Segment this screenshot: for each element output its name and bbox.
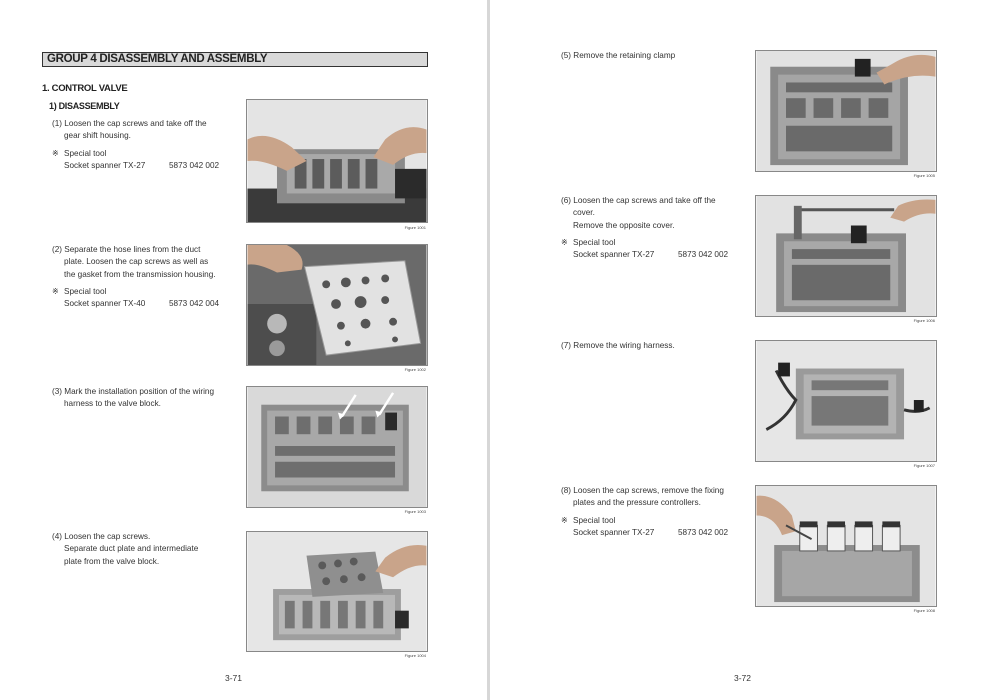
- left-page: [0, 0, 487, 700]
- step-4: [52, 531, 234, 568]
- figure-1007: [755, 340, 937, 462]
- tool-name: Socket spanner TX-27: [573, 250, 655, 260]
- figure-caption: Figure 1001: [404, 225, 426, 230]
- photo-valve-block-wiring: [247, 387, 427, 507]
- figure-1006: [755, 195, 937, 317]
- figure-1001: [246, 99, 428, 223]
- step-text-line: (7) Remove the wiring harness.: [561, 341, 675, 350]
- step-text-line: plates and the pressure controllers.: [573, 498, 701, 508]
- note-mark-icon: ※: [52, 286, 59, 296]
- group-header: GROUP 4 DISASSEMBLY AND ASSEMBLY: [42, 52, 428, 67]
- step-8: [561, 485, 743, 539]
- note-mark-icon: ※: [561, 237, 568, 247]
- note-label: Special tool: [64, 148, 107, 158]
- right-page: [490, 0, 992, 700]
- special-tool-note: [561, 515, 743, 527]
- tool-name: Socket spanner TX-40: [64, 299, 146, 309]
- tool-name: Socket spanner TX-27: [64, 160, 146, 170]
- step-text-line: harness to the valve block.: [64, 399, 161, 409]
- special-tool-note: [561, 237, 743, 249]
- figure-1005: [755, 50, 937, 172]
- figure-1004: [246, 531, 428, 652]
- photo-gear-shift-housing: [247, 100, 427, 222]
- note-label: Special tool: [64, 286, 107, 296]
- step-text-line: (4) Loosen the cap screws.: [52, 532, 151, 541]
- page-number: 3-71: [225, 673, 243, 683]
- photo-pressure-controllers: [756, 486, 936, 606]
- figure-1008: [755, 485, 937, 607]
- step-text-line: gear shift housing.: [64, 131, 131, 141]
- tool-number: 5873 042 002: [169, 160, 220, 170]
- step-text-line: plate from the valve block.: [64, 556, 160, 566]
- sub-title: 1) DISASSEMBLY: [49, 101, 120, 111]
- tool-row: [52, 160, 232, 172]
- tool-number: 5873 042 002: [678, 527, 729, 537]
- photo-duct-plate: [247, 245, 427, 365]
- section-title: 1. CONTROL VALVE: [42, 83, 128, 94]
- step-2: [52, 244, 232, 310]
- step-5: [561, 50, 741, 62]
- note-label: Special tool: [573, 237, 616, 247]
- step-3: [52, 386, 234, 411]
- tool-number: 5873 042 004: [169, 299, 220, 309]
- page-number: 3-72: [734, 673, 752, 683]
- step-6: [561, 195, 743, 261]
- photo-separate-duct-plate: [247, 532, 427, 651]
- step-text-line: Remove the opposite cover.: [573, 220, 675, 230]
- tool-number: 5873 042 002: [678, 250, 729, 260]
- step-text-line: (2) Separate the hose lines from the duct: [52, 245, 201, 254]
- figure-caption: Figure 1008: [913, 608, 935, 613]
- photo-retaining-clamp: [756, 51, 936, 171]
- step-text-line: plate. Loosen the cap screws as well as: [64, 257, 209, 267]
- figure-caption: Figure 1006: [913, 318, 935, 323]
- step-7: [561, 340, 741, 352]
- figure-caption: Figure 1002: [404, 367, 426, 372]
- figure-caption: Figure 1003: [404, 509, 426, 514]
- tool-row: [561, 527, 743, 539]
- figure-caption: Figure 1005: [913, 173, 935, 178]
- special-tool-note: [52, 148, 232, 160]
- figure-1003: [246, 386, 428, 508]
- photo-wiring-harness: [756, 341, 936, 461]
- note-label: Special tool: [573, 515, 616, 525]
- tool-name: Socket spanner TX-27: [573, 527, 655, 537]
- step-1: [52, 118, 232, 172]
- step-text-line: (6) Loosen the cap screws and take off the: [561, 196, 716, 205]
- step-text-line: (3) Mark the installation position of the wiring: [52, 387, 215, 396]
- figure-1002: [246, 244, 428, 366]
- step-text-line: (1) Loosen the cap screws and take off the: [52, 119, 207, 128]
- photo-remove-cover: [756, 196, 936, 316]
- note-mark-icon: ※: [52, 148, 59, 158]
- step-text-line: (5) Remove the retaining clamp: [561, 51, 676, 60]
- step-text-line: the gasket from the transmission housing.: [64, 269, 216, 279]
- special-tool-note: [52, 286, 232, 298]
- step-text-line: cover.: [573, 208, 595, 218]
- step-text-line: (8) Loosen the cap screws, remove the fixing: [561, 486, 724, 495]
- note-mark-icon: ※: [561, 515, 568, 525]
- tool-row: [561, 249, 743, 261]
- step-text-line: Separate duct plate and intermediate: [64, 544, 199, 554]
- figure-caption: Figure 1007: [913, 463, 935, 468]
- tool-row: [52, 298, 232, 310]
- figure-caption: Figure 1004: [404, 653, 426, 658]
